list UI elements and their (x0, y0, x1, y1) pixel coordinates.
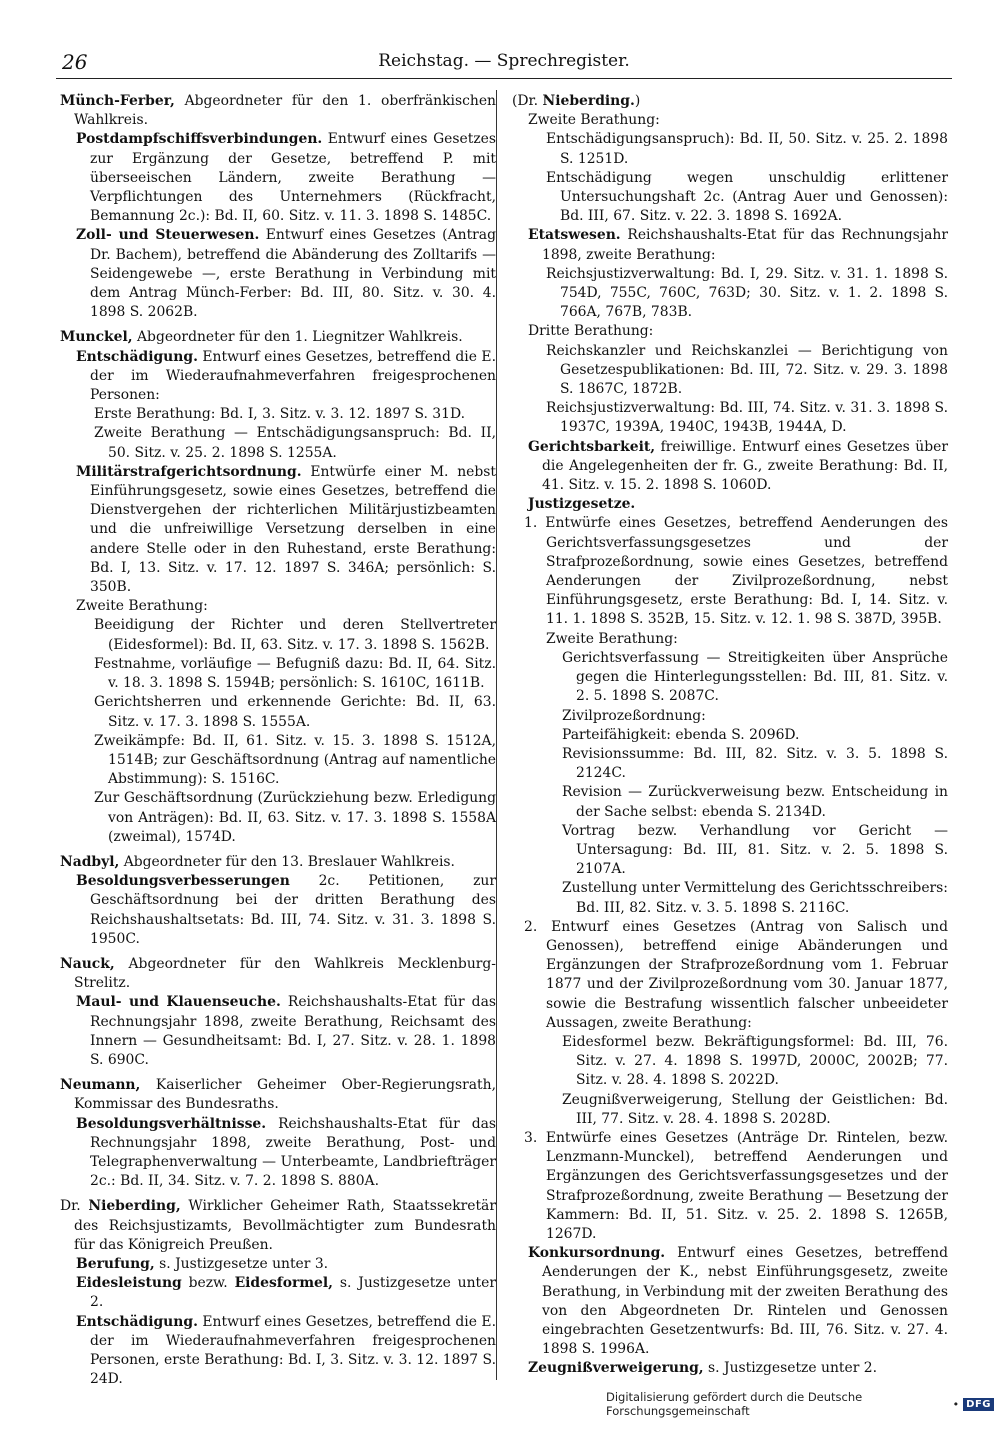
sub-reference: Gerichtsverfassung — Streitigkeiten über Ansprüche gegen die Hinterlegungsstellen: Bd. III, 81. Sitz. v. 2. 5. 1898 S. 2087C. (562, 649, 948, 705)
entry-heading (60, 955, 496, 993)
person-name: Nauck, (60, 955, 115, 972)
sub-reference: Festnahme, vorläufige — Befugniß dazu: Bd. II, 64. Sitz. v. 18. 3. 1898 S. 1594B; persönlich: S. 1610C, 1611B. (94, 655, 496, 692)
subject-text: s. Justizgesetze unter 2. (90, 1275, 496, 1311)
numbered-item: 3. Entwürfe eines Gesetzes (Anträge Dr. Rintelen, bezw. Lenzmann-Munckel), betreffend Aenderungen und Ergänzungen des Gerichtsverfassungsgesetzes und der Strafprozeßordnung, zweite Berathung — Besetzung der Kammern: Bd. II, 51. Sitz. v. 25. 2. 1898 S. 1265B, 1267D. (524, 1129, 948, 1242)
subject-entry (60, 226, 496, 322)
subject-title: Eidesleistung (76, 1275, 182, 1292)
subject-title: Entschädigung. (76, 1313, 198, 1330)
subject-title: Gerichtsbarkeit, (528, 438, 656, 455)
subject-title: Etatswesen. (528, 227, 621, 244)
subject-text: s. Justizgesetze unter 3. (154, 1255, 329, 1272)
subject-entry (60, 1115, 496, 1192)
sub-reference: Reichsjustizverwaltung: Bd. III, 74. Sitz. v. 31. 3. 1898 S. 1937C, 1939A, 1940C, 1943B, 1944A, D. (546, 400, 948, 436)
subject-entry (60, 348, 496, 406)
sub-reference: Zeugnißverweigerung, Stellung der Geistlichen: Bd. III, 77. Sitz. v. 28. 4. 1898 S. 2028D. (562, 1091, 948, 1127)
sub-heading: Zweite Berathung: (546, 630, 678, 647)
title-prefix: Dr. (60, 1198, 89, 1215)
sub-reference: Entschädigungsanspruch): Bd. II, 50. Sitz. v. 25. 2. 1898 S. 1251D. (546, 131, 948, 167)
subject-entry (512, 226, 948, 264)
subject-text: Entwurf eines Gesetzes, betreffend Aenderungen der K., nebst Einführungsgesetz, zweite Berathung, in Verbindung mit der zweiten Berathung des von den Abgeordneten Dr. Rintelen und Genossen eingebrachten Gesetzentwurfs: Bd. III, 76. Sitz. v. 27. 4. 1898 S. 1996A. (542, 1245, 948, 1358)
subject-entry (60, 130, 496, 226)
person-name: Nieberding, (88, 1198, 181, 1215)
left-column (60, 92, 496, 1388)
continuation-suffix: ) (634, 93, 641, 109)
credit-text: Digitalisierung gefördert durch die Deutsche Forschungsgemeinschaft (606, 1390, 863, 1418)
sub-reference: Entschädigung wegen unschuldig erlittener Untersuchungshaft 2c. (Antrag Auer und Genossen): Bd. III, 67. Sitz. v. 22. 3. 1898 S. 1692A. (546, 169, 948, 225)
subject-text: Reichshaushalts-Etat für das Rechnungsjahr 1898, zweite Berathung: (542, 227, 948, 263)
subject-text: Entwurf eines Gesetzes, betreffend die E. der im Wiederaufnahmeverfahren freigesprochenen Personen, erste Berathung: Bd. I, 3. Sitz. v. 3. 12. 1897 S. 24D. (90, 1313, 496, 1388)
subject-entry (512, 1359, 948, 1378)
page-title: Reichstag. — Sprechregister. (378, 51, 630, 71)
subject-entry (60, 1255, 496, 1274)
subject-entry (512, 1244, 948, 1359)
person-name: Nieberding. (542, 93, 635, 109)
sub-reference: Revision — Zurückverweisung bezw. Entscheidung in der Sache selbst: ebenda S. 2134D. (562, 784, 948, 820)
index-entry (60, 1076, 496, 1191)
right-column (512, 92, 948, 1377)
sub-reference: Beeidigung der Richter und deren Stellvertreter (Eidesformel): Bd. II, 63. Sitz. v. 17. 3. 1898 S. 1562B. (94, 617, 496, 653)
person-name: Neumann, (60, 1077, 141, 1094)
subject-text: Entwürfe einer M. nebst Einführungsgesetz, sowie eines Gesetzes, betreffend die Dienstvergehen der richterlichen Militärjustizbeamten und die unfreiwillige Versetzung derselben in eine andere Stelle oder in den Ruhestand, erste Berathung: Bd. I, 13. Sitz. v. 17. 12. 1897 S. 346A; persönlich: S. 350B. (90, 463, 496, 596)
subject-text: Reichshaushalts-Etat für das Rechnungsjahr 1898, zweite Berathung, Post- und Telegraphenverwaltung — Unterbeamte, Landbriefträger 2c.: Bd. II, 34. Sitz. v. 7. 2. 1898 S. 880A. (90, 1115, 496, 1190)
sub-reference: Vortrag bezw. Verhandlung vor Gericht — Untersagung: Bd. III, 81. Sitz. v. 2. 5. 1898 S. 2107A. (562, 822, 948, 878)
subject-title: Maul- und Klauenseuche. (76, 994, 281, 1011)
index-entry-continued (512, 92, 948, 1379)
sub-reference: Zustellung unter Vermittelung des Gerichtsschreibers: Bd. III, 82. Sitz. v. 3. 5. 1898 S. 2116C. (562, 880, 948, 916)
separator-dot: • (952, 1397, 960, 1411)
sub-heading: Zweite Berathung: (528, 112, 660, 129)
index-entry (60, 92, 496, 322)
subject-title: Berufung, (76, 1255, 155, 1272)
digitization-credit (606, 1390, 994, 1418)
sub-reference: Parteifähigkeit: ebenda S. 2096D. (562, 726, 800, 743)
person-name: Münch-Ferber, (60, 93, 175, 109)
index-entry (60, 955, 496, 1070)
subject-title: Zoll- und Steuerwesen. (76, 227, 260, 244)
running-header (56, 48, 952, 79)
column-divider (496, 90, 497, 1380)
dfg-logo: DFG (963, 1398, 994, 1411)
sub-reference: Zweikämpfe: Bd. II, 61. Sitz. v. 15. 3. 1898 S. 1512A, 1514B; zur Geschäftsordnung (Antrag auf namentliche Abstimmung): S. 1516C. (94, 732, 496, 788)
subject-title: Zeugnißverweigerung, (528, 1360, 704, 1377)
subject-title: Militärstrafgerichtsordnung. (76, 463, 302, 480)
sub-reference: Reichskanzler und Reichskanzlei — Berichtigung von Gesetzespublikationen: Bd. III, 72. Sitz. v. 29. 3. 1898 S. 1867C, 1872B. (546, 342, 948, 398)
sub-heading: Dritte Berathung: (528, 323, 654, 340)
subject-title: Besoldungsverbesserungen (76, 873, 290, 890)
subject-connector: bezw. (181, 1275, 235, 1292)
subject-text: Entwurf eines Gesetzes (Antrag Dr. Bachem), betreffend die Abänderung des Zolltarifs — Seidengewebe —, erste Berathung in Verbindung mit dem Antrag Münch-Ferber: Bd. III, 80. Sitz. v. 30. 4. 1898 S. 2062B. (90, 227, 496, 321)
entry-heading (60, 1076, 496, 1114)
subject-title: Postdampfschiffsverbindungen. (76, 131, 323, 148)
person-description: Abgeordneter für den Wahlkreis Mecklenburg-Strelitz. (74, 955, 496, 992)
subject-entry (60, 993, 496, 1070)
subject-title-secondary: Eidesformel, (234, 1275, 334, 1292)
entry-heading (60, 853, 496, 872)
subject-entry (60, 872, 496, 949)
person-description: Wirklicher Geheimer Rath, Staatssekretär des Reichsjustizamts, Bevollmächtigter zum Bundesrath für das Königreich Preußen. (74, 1198, 496, 1253)
sub-reference: Revisionssumme: Bd. III, 82. Sitz. v. 3. 5. 1898 S. 2124C. (562, 745, 948, 782)
subject-text: Entwurf eines Gesetzes zur Ergänzung der Gesetze, betreffend P. mit überseeischen Ländern, zweite Berathung — Verpflichtungen des Unternehmers (Rückfracht, Bemannung 2c.): Bd. II, 60. Sitz. v. 11. 3. 1898 S. 1485C. (90, 131, 496, 225)
sub-reference: Zweite Berathung — Entschädigungsanspruch: Bd. II, 50. Sitz. v. 25. 2. 1898 S. 1255A. (94, 425, 496, 461)
subject-text: Reichshaushalts-Etat für das Rechnungsjahr 1898, zweite Berathung, Reichsamt des Innern — Gesundheitsamt: Bd. I, 27. Sitz. v. 28. 1. 1898 S. 690C. (90, 994, 496, 1068)
person-description: Abgeordneter für den 13. Breslauer Wahlkreis. (119, 853, 455, 870)
subject-entry (60, 463, 496, 597)
person-description: Kaiserlicher Geheimer Ober-Regierungsrath, Kommissar des Bundesraths. (74, 1077, 496, 1113)
subject-title: Besoldungsverhältnisse. (76, 1115, 267, 1132)
subject-title: Konkursordnung. (528, 1245, 666, 1262)
subject-entry (512, 438, 948, 496)
subject-title: Justizgesetze. (528, 496, 636, 513)
sub-heading: Zweite Berathung: (76, 598, 208, 615)
subject-text: s. Justizgesetze unter 2. (703, 1360, 878, 1377)
subject-text: 2c. Petitionen, zur Geschäftsordnung bei der dritten Berathung des Reichshaushaltsetats: Bd. III, 74. Sitz. v. 31. 3. 1898 S. 1950C. (90, 873, 496, 947)
person-name: Munckel, (60, 329, 133, 346)
index-entry (60, 1197, 496, 1389)
index-entry (60, 328, 496, 846)
subject-entry (60, 1313, 496, 1390)
entry-heading (60, 328, 496, 347)
numbered-item: 2. Entwurf eines Gesetzes (Antrag von Salisch und Genossen), betreffend einige Abänderungen und Ergänzungen der Strafprozeßordnung vom 1. Februar 1877 und der Zivilprozeßordnung vom 30. Januar 1877, sowie die Bestrafung wissentlich falscher unbeeideter Aussagen, zweite Berathung: (524, 918, 948, 1031)
sub-reference: Erste Berathung: Bd. I, 3. Sitz. v. 3. 12. 1897 S. 31D. (94, 406, 466, 423)
sub-heading: Zivilprozeßordnung: (562, 707, 706, 724)
sub-reference: Eidesformel bezw. Bekräftigungsformel: Bd. III, 76. Sitz. v. 27. 4. 1898 S. 1997D, 2000C, 2002B; 77. Sitz. v. 28. 4. 1898 S. 2022D. (562, 1033, 948, 1089)
sub-reference: Gerichtsherren und erkennende Gerichte: Bd. II, 63. Sitz. v. 17. 3. 1898 S. 1555A. (94, 694, 496, 730)
entry-heading (60, 1197, 496, 1255)
page-number: 26 (62, 50, 88, 74)
subject-entry (60, 1274, 496, 1312)
subject-title: Entschädigung. (76, 348, 198, 365)
person-description: Abgeordneter für den 1. oberfränkischen Wahlkreis. (74, 93, 496, 129)
sub-reference: Zur Geschäftsordnung (Zurückziehung bezw. Erledigung von Anträgen): Bd. II, 63. Sitz. v. 17. 3. 1898 S. 1558A (zweimal), 1574D. (94, 790, 496, 845)
continuation-heading (512, 92, 948, 111)
subject-text: Entwurf eines Gesetzes, betreffend die E. der im Wiederaufnahmeverfahren freigesprochenen Personen: (90, 348, 496, 404)
subject-entry (512, 495, 948, 514)
person-name: Nadbyl, (60, 853, 120, 870)
sub-reference: Reichsjustizverwaltung: Bd. I, 29. Sitz. v. 31. 1. 1898 S. 754D, 755C, 760C, 763D; 30. Sitz. v. 1. 2. 1898 S. 766A, 767B, 783B. (546, 265, 948, 321)
index-entry (60, 853, 496, 949)
entry-heading (60, 92, 496, 130)
numbered-item: 1. Entwürfe eines Gesetzes, betreffend Aenderungen des Gerichtsverfassungsgesetzes und der Strafprozeßordnung, sowie eines Gesetzes, betreffend Aenderungen der Zivilprozeßordnung, nebst Einführungsgesetz, erste Berathung: Bd. I, 14. Sitz. v. 11. 1. 1898 S. 352B, 15. Sitz. v. 12. 1. 98 S. 387D, 395B. (524, 515, 948, 628)
continuation-prefix: (Dr. (512, 93, 543, 109)
subject-text: freiwillige. Entwurf eines Gesetzes über die Angelegenheiten der fr. G., zweite Berathung: Bd. II, 41. Sitz. v. 15. 2. 1898 S. 1060D. (542, 438, 948, 494)
person-description: Abgeordneter für den 1. Liegnitzer Wahlkreis. (132, 329, 463, 346)
